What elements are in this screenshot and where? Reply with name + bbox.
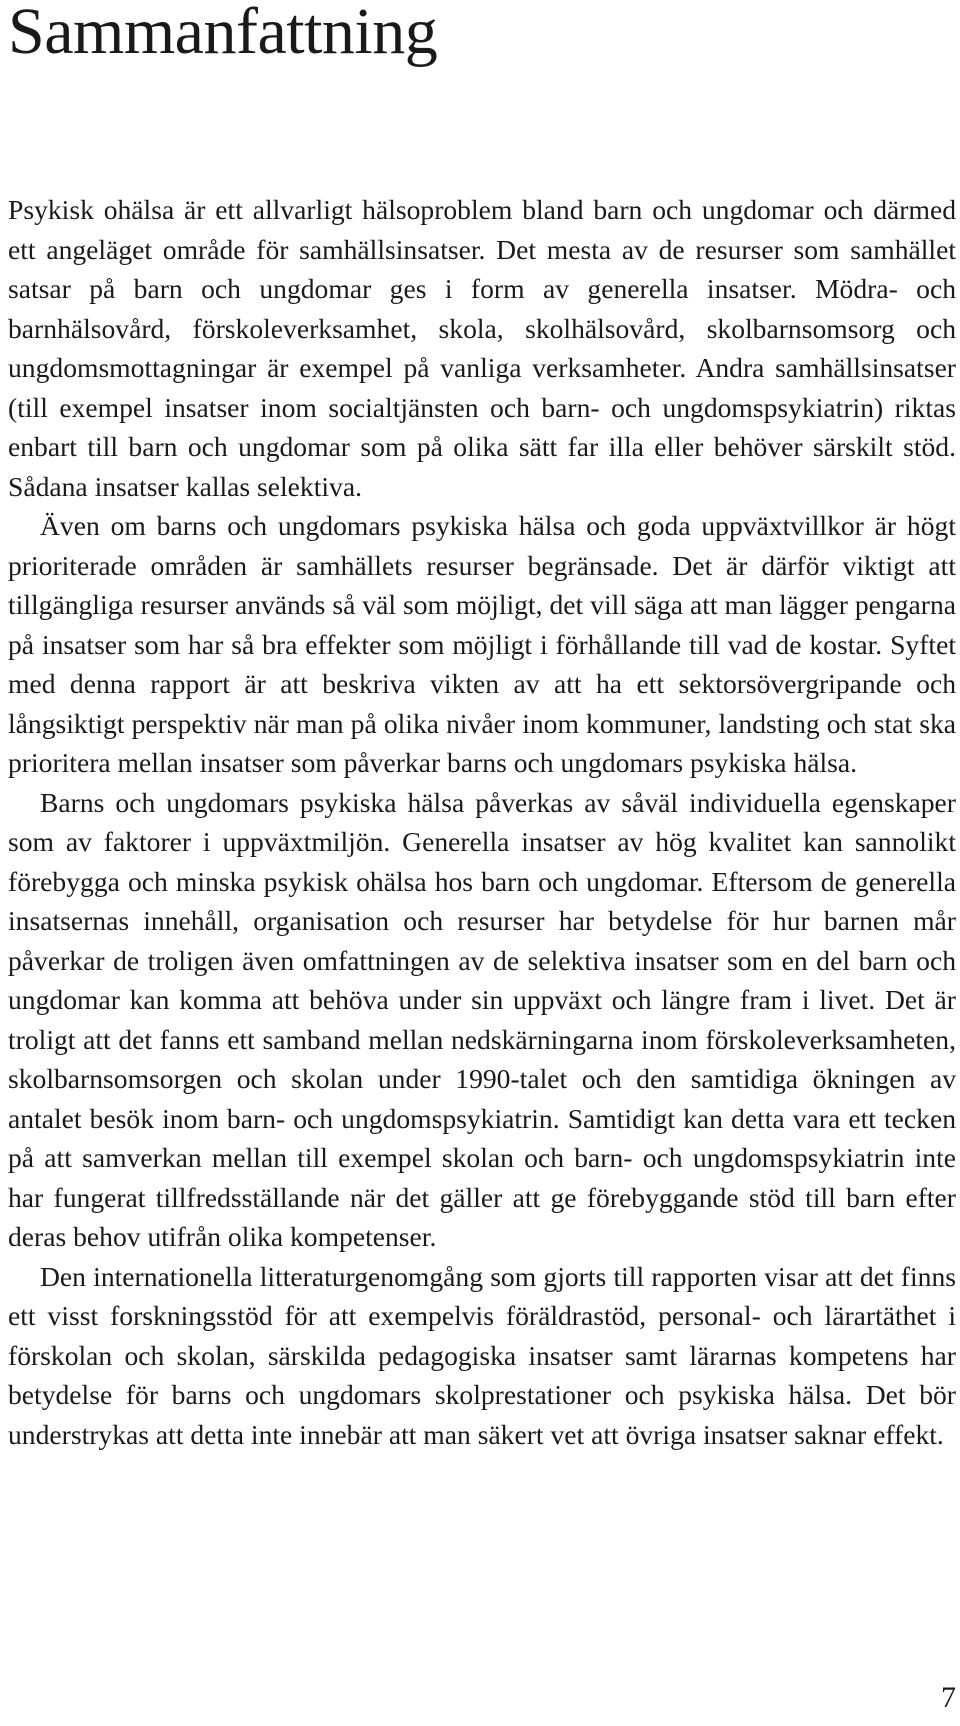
paragraph-3: Barns och ungdomars psykiska hälsa påverkas av såväl individuella egenskaper som av faktorer i uppväxtmiljön. Generella insatser av hög kvalitet kan sannolikt förebygga och minska psykisk ohälsa hos barn och ungdomar. Eftersom de generella insatsernas innehåll, organisation och resurser har betydelse för hur barnen mår påverkar de troligen även omfattningen av de selektiva insatser som en del barn och ungdomar kan komma att behöva under sin uppväxt och längre fram i livet. Det är troligt att det fanns ett samband mellan nedskärningarna inom förskoleverksamheten, skolbarnsomsorgen och skolan under 1990-talet och den samtidiga ökningen av antalet besök inom barn- och ungdomspsykiatrin. Samtidigt kan detta vara ett tecken på att samverkan mellan till exempel skolan och barn- och ungdomspsykiatrin inte har fungerat tillfredsställande när det gäller att ge förebyggande stöd till barn efter deras behov utifrån olika kompetenser. — [8, 786, 956, 1252]
paragraph-4: Den internationella litteraturgenomgång som gjorts till rapporten visar att det finns ett visst forskningsstöd för att exempelvis föräldrastöd, personal- och lärartäthet i förskolan och skolan, särskilda pedagogiska insatser samt lärarnas kompetens har betydelse för barns och ungdomars skolprestationer och psykiska hälsa. Det bör understrykas att detta inte innebär att man säkert vet att övriga insatser saknar effekt. — [8, 1260, 956, 1450]
paragraph-2: Även om barns och ungdomars psykiska hälsa och goda uppväxtvillkor är högt prioriterade områden är samhällets resurser begränsade. Det är därför viktigt att tillgängliga resurser används så väl som möjligt, det vill säga att man lägger pengarna på insatser som har så bra effekter som möjligt i förhållande till vad de kostar. Syftet med denna rapport är att beskriva vikten av att ha ett sektorsövergripande och långsiktigt perspektiv när man på olika nivåer inom kommuner, landsting och stat ska prioritera mellan insatser som påverkar barns och ungdomars psykiska hälsa. — [8, 510, 956, 778]
paragraph-1: Psykisk ohälsa är ett allvarligt hälsoproblem bland barn och ungdomar och därmed ett angeläget område för samhällsinsatser. Det mesta av de resurser som samhället satsar på barn och ungdomar ges i form av generella insatser. Mödra- och barnhälsovård, förskoleverksamhet, skola, skolhälsovård, skolbarnsomsorg och ungdomsmottagningar är exempel på vanliga verksamheter. Andra samhällsinsatser (till exempel insatser inom socialtjänsten och barn- och ungdomspsykiatrin) riktas enbart till barn och ungdomar som på olika sätt far illa eller behöver särskilt stöd. Sådana insatser kallas selektiva. — [8, 194, 956, 502]
page-number: 7 — [941, 1681, 956, 1714]
page-title: Sammanfattning — [8, 0, 438, 68]
body-text — [8, 190, 956, 1454]
